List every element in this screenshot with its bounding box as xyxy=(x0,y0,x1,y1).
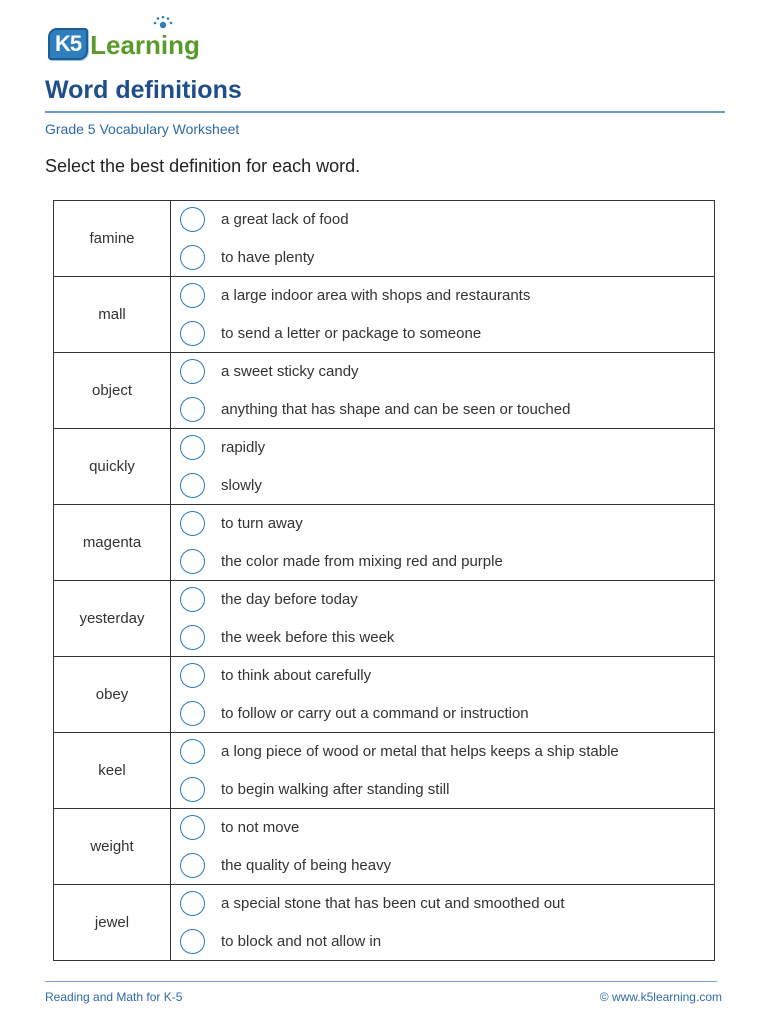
table-row xyxy=(54,505,715,581)
logo-k5-badge: K5 xyxy=(48,28,88,60)
definition-option[interactable] xyxy=(171,885,714,923)
definition-choices xyxy=(171,657,715,733)
definition-option[interactable] xyxy=(171,771,714,809)
vocabulary-word: object xyxy=(54,353,171,429)
definition-text: to send a letter or package to someone xyxy=(221,324,482,342)
worksheet-rows xyxy=(54,201,715,961)
page-title: Word definitions xyxy=(45,76,242,104)
definition-text: slowly xyxy=(221,476,262,494)
worksheet-subtitle: Grade 5 Vocabulary Worksheet xyxy=(45,121,240,137)
definition-text: to not move xyxy=(221,819,300,837)
table-row xyxy=(54,733,715,809)
answer-circle[interactable] xyxy=(180,549,205,574)
answer-circle[interactable] xyxy=(180,625,205,650)
definition-choices xyxy=(171,581,715,657)
definition-text: to begin walking after standing still xyxy=(221,780,450,798)
answer-circle[interactable] xyxy=(180,739,205,764)
definition-option[interactable] xyxy=(171,619,714,657)
definition-option[interactable] xyxy=(171,201,714,239)
answer-circle[interactable] xyxy=(180,435,205,460)
definition-text: the color made from mixing red and purple xyxy=(221,552,503,570)
definition-option[interactable] xyxy=(171,543,714,581)
definition-option[interactable] xyxy=(171,733,714,771)
definition-option[interactable] xyxy=(171,847,714,885)
worksheet-table xyxy=(53,200,715,961)
definition-option[interactable] xyxy=(171,695,714,733)
answer-circle[interactable] xyxy=(180,663,205,688)
definition-text: rapidly xyxy=(221,439,266,457)
vocabulary-word: obey xyxy=(54,657,171,733)
table-row xyxy=(54,201,715,277)
definition-choices xyxy=(171,733,715,809)
definition-text: a great lack of food xyxy=(221,211,349,229)
answer-circle[interactable] xyxy=(180,321,205,346)
definition-option[interactable] xyxy=(171,391,714,429)
definition-option[interactable] xyxy=(171,923,714,961)
answer-circle[interactable] xyxy=(180,397,205,422)
definition-text: the week before this week xyxy=(221,628,395,646)
footer-website: © www.k5learning.com xyxy=(599,990,722,1004)
definition-choices xyxy=(171,429,715,505)
answer-circle[interactable] xyxy=(180,815,205,840)
definition-option[interactable] xyxy=(171,239,714,277)
definition-text: a special stone that has been cut and smoothed out xyxy=(221,895,565,913)
definition-text: a sweet sticky candy xyxy=(221,363,359,381)
answer-circle[interactable] xyxy=(180,853,205,878)
definition-text: to block and not allow in xyxy=(221,932,382,950)
definition-option[interactable] xyxy=(171,429,714,467)
table-row xyxy=(54,581,715,657)
definition-choices xyxy=(171,277,715,353)
definition-text: a large indoor area with shops and restaurants xyxy=(221,287,531,305)
logo-wordmark: Learning xyxy=(90,30,200,60)
answer-circle[interactable] xyxy=(180,929,205,954)
answer-circle[interactable] xyxy=(180,207,205,232)
vocabulary-word: keel xyxy=(54,733,171,809)
definition-text: the day before today xyxy=(221,591,358,609)
definition-option[interactable] xyxy=(171,581,714,619)
definition-option[interactable] xyxy=(171,505,714,543)
definition-text: to have plenty xyxy=(221,248,315,266)
vocabulary-word: yesterday xyxy=(54,581,171,657)
definition-text: a long piece of wood or metal that helps keeps a ship stable xyxy=(221,743,619,761)
table-row xyxy=(54,353,715,429)
footer-tagline: Reading and Math for K-5 xyxy=(45,990,183,1004)
answer-circle[interactable] xyxy=(180,473,205,498)
answer-circle[interactable] xyxy=(180,701,205,726)
table-row xyxy=(54,809,715,885)
definition-choices xyxy=(171,885,715,961)
definition-option[interactable] xyxy=(171,353,714,391)
logo-sparkle-icon xyxy=(152,16,174,32)
answer-circle[interactable] xyxy=(180,359,205,384)
definition-text: to think about carefully xyxy=(221,667,372,685)
definition-choices xyxy=(171,809,715,885)
table-row xyxy=(54,885,715,961)
vocabulary-word: weight xyxy=(54,809,171,885)
vocabulary-word: magenta xyxy=(54,505,171,581)
definition-option[interactable] xyxy=(171,315,714,353)
footer-divider xyxy=(45,981,717,982)
definition-option[interactable] xyxy=(171,809,714,847)
definition-choices xyxy=(171,353,715,429)
definition-option[interactable] xyxy=(171,277,714,315)
table-row xyxy=(54,657,715,733)
k5-learning-logo xyxy=(48,16,200,60)
instructions: Select the best definition for each word. xyxy=(45,156,361,176)
definition-option[interactable] xyxy=(171,467,714,505)
vocabulary-word: jewel xyxy=(54,885,171,961)
definition-text: the quality of being heavy xyxy=(221,856,392,874)
answer-circle[interactable] xyxy=(180,891,205,916)
definition-option[interactable] xyxy=(171,657,714,695)
title-divider xyxy=(45,111,725,113)
answer-circle[interactable] xyxy=(180,777,205,802)
definition-text: to follow or carry out a command or instruction xyxy=(221,704,529,722)
definition-text: anything that has shape and can be seen or touched xyxy=(221,400,571,418)
vocabulary-word: famine xyxy=(54,201,171,277)
table-row xyxy=(54,277,715,353)
table-row xyxy=(54,429,715,505)
definition-choices xyxy=(171,201,715,277)
answer-circle[interactable] xyxy=(180,587,205,612)
vocabulary-word: quickly xyxy=(54,429,171,505)
answer-circle[interactable] xyxy=(180,283,205,308)
answer-circle[interactable] xyxy=(180,511,205,536)
vocabulary-word: mall xyxy=(54,277,171,353)
definition-text: to turn away xyxy=(221,515,303,533)
definition-choices xyxy=(171,505,715,581)
answer-circle[interactable] xyxy=(180,245,205,270)
